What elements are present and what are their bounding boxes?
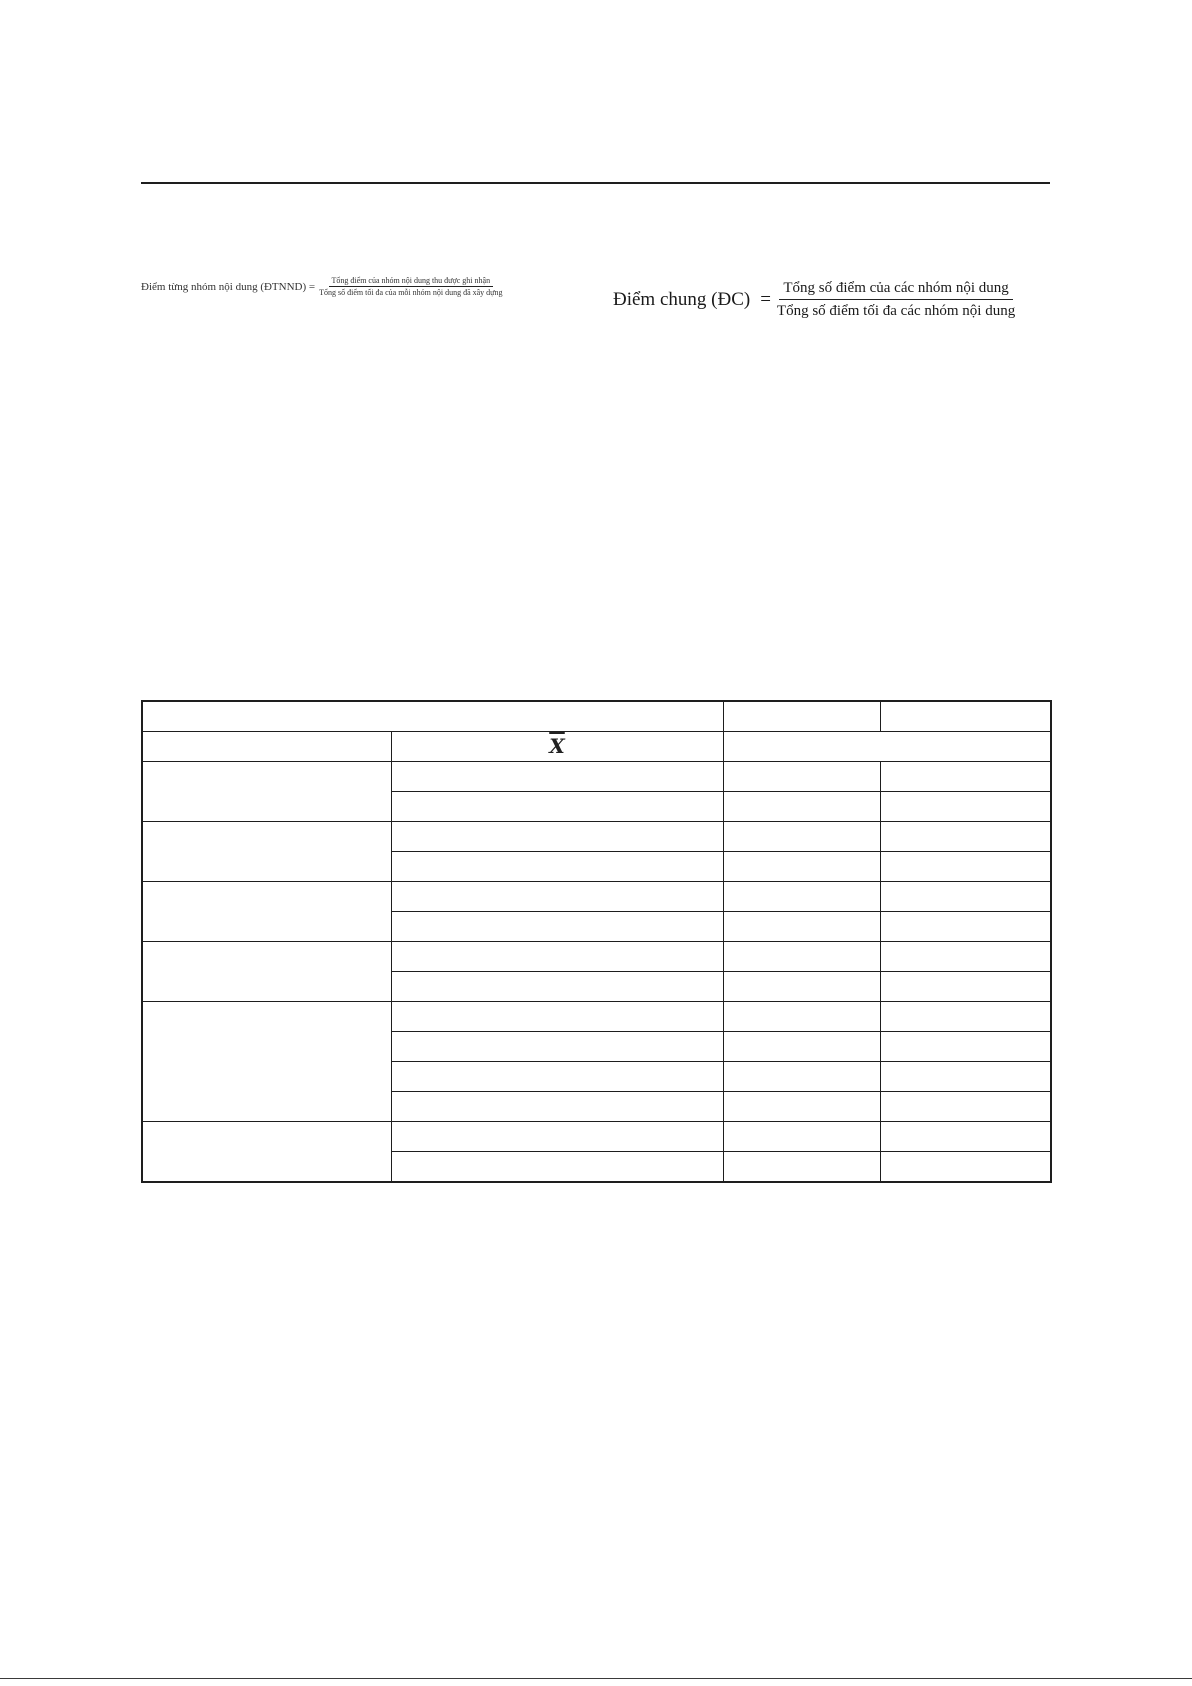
table-cell xyxy=(880,1092,1051,1122)
table-cell xyxy=(391,1122,723,1152)
table-cell xyxy=(880,1002,1051,1032)
group-label-cell xyxy=(142,1122,391,1183)
table-cell xyxy=(880,1032,1051,1062)
table-cell xyxy=(880,942,1051,972)
table-cell xyxy=(723,1092,880,1122)
table-cell xyxy=(880,912,1051,942)
table-cell xyxy=(723,1062,880,1092)
table-cell xyxy=(391,942,723,972)
table-cell xyxy=(391,1002,723,1032)
table-cell xyxy=(880,972,1051,1002)
table-cell xyxy=(723,882,880,912)
table-row xyxy=(142,882,1051,912)
table-cell xyxy=(723,822,880,852)
table-cell xyxy=(723,762,880,792)
group-score-fraction xyxy=(319,276,502,297)
table-row xyxy=(142,942,1051,972)
table-cell xyxy=(391,972,723,1002)
table-cell xyxy=(880,822,1051,852)
table-cell xyxy=(391,792,723,822)
table-cell xyxy=(391,762,723,792)
group-label-cell xyxy=(142,822,391,882)
table-header-cell xyxy=(142,701,723,732)
overall-score-denominator: Tổng số điểm tối đa các nhóm nội dung xyxy=(776,303,1016,319)
table-cell xyxy=(723,1152,880,1183)
table-cell xyxy=(880,762,1051,792)
table-header-cell xyxy=(142,732,391,762)
overall-score-fraction xyxy=(777,280,1015,320)
table-cell xyxy=(391,912,723,942)
table-header-cell xyxy=(723,701,880,732)
table-cell xyxy=(723,792,880,822)
group-label-cell xyxy=(142,942,391,1002)
table-cell xyxy=(391,852,723,882)
table-cell xyxy=(723,1002,880,1032)
mean-header-cell xyxy=(391,732,723,762)
footer-rule xyxy=(0,1678,1192,1679)
table-subheader-row xyxy=(142,732,1051,762)
overall-score-formula xyxy=(613,280,1015,320)
table-row xyxy=(142,1002,1051,1032)
table-cell xyxy=(880,1122,1051,1152)
table-cell xyxy=(880,1152,1051,1183)
table-header-cell xyxy=(880,701,1051,732)
overall-score-numerator: Tổng số điểm của các nhóm nội dung xyxy=(779,280,1012,300)
group-label-cell xyxy=(142,762,391,822)
table-cell xyxy=(880,792,1051,822)
table-cell xyxy=(880,882,1051,912)
table-row xyxy=(142,762,1051,792)
table-cell xyxy=(391,1062,723,1092)
table-row xyxy=(142,1122,1051,1152)
table-cell xyxy=(880,1062,1051,1092)
table-header-cell xyxy=(723,732,1051,762)
group-label-cell xyxy=(142,882,391,942)
group-score-denominator: Tổng số điểm tối đa của mỗi nhóm nội dung đã xây dựng xyxy=(319,288,503,297)
table-cell xyxy=(880,852,1051,882)
group-label-cell xyxy=(142,1002,391,1122)
table-header-row xyxy=(142,701,1051,732)
table-cell xyxy=(723,912,880,942)
results-table xyxy=(141,700,1052,1183)
overall-score-lhs: Điểm chung (ĐC) xyxy=(613,289,751,310)
table-row xyxy=(142,822,1051,852)
table-cell xyxy=(391,882,723,912)
table-cell xyxy=(391,1152,723,1183)
group-score-lhs: Điểm từng nhóm nội dung (ĐTNND) = xyxy=(141,280,316,293)
table-cell xyxy=(391,1092,723,1122)
table-cell xyxy=(723,852,880,882)
table-cell xyxy=(723,1032,880,1062)
header-rule xyxy=(141,182,1050,184)
table-cell xyxy=(723,942,880,972)
mean-symbol: $\overline{X}$ xyxy=(549,733,565,758)
group-score-formula xyxy=(141,276,503,297)
equals-sign: = xyxy=(760,289,771,310)
table-cell xyxy=(723,1122,880,1152)
table-cell xyxy=(391,1032,723,1062)
group-score-numerator: Tổng điểm của nhóm nội dung thu được ghi nhận xyxy=(329,276,494,287)
table-cell xyxy=(391,822,723,852)
table-cell xyxy=(723,972,880,1002)
